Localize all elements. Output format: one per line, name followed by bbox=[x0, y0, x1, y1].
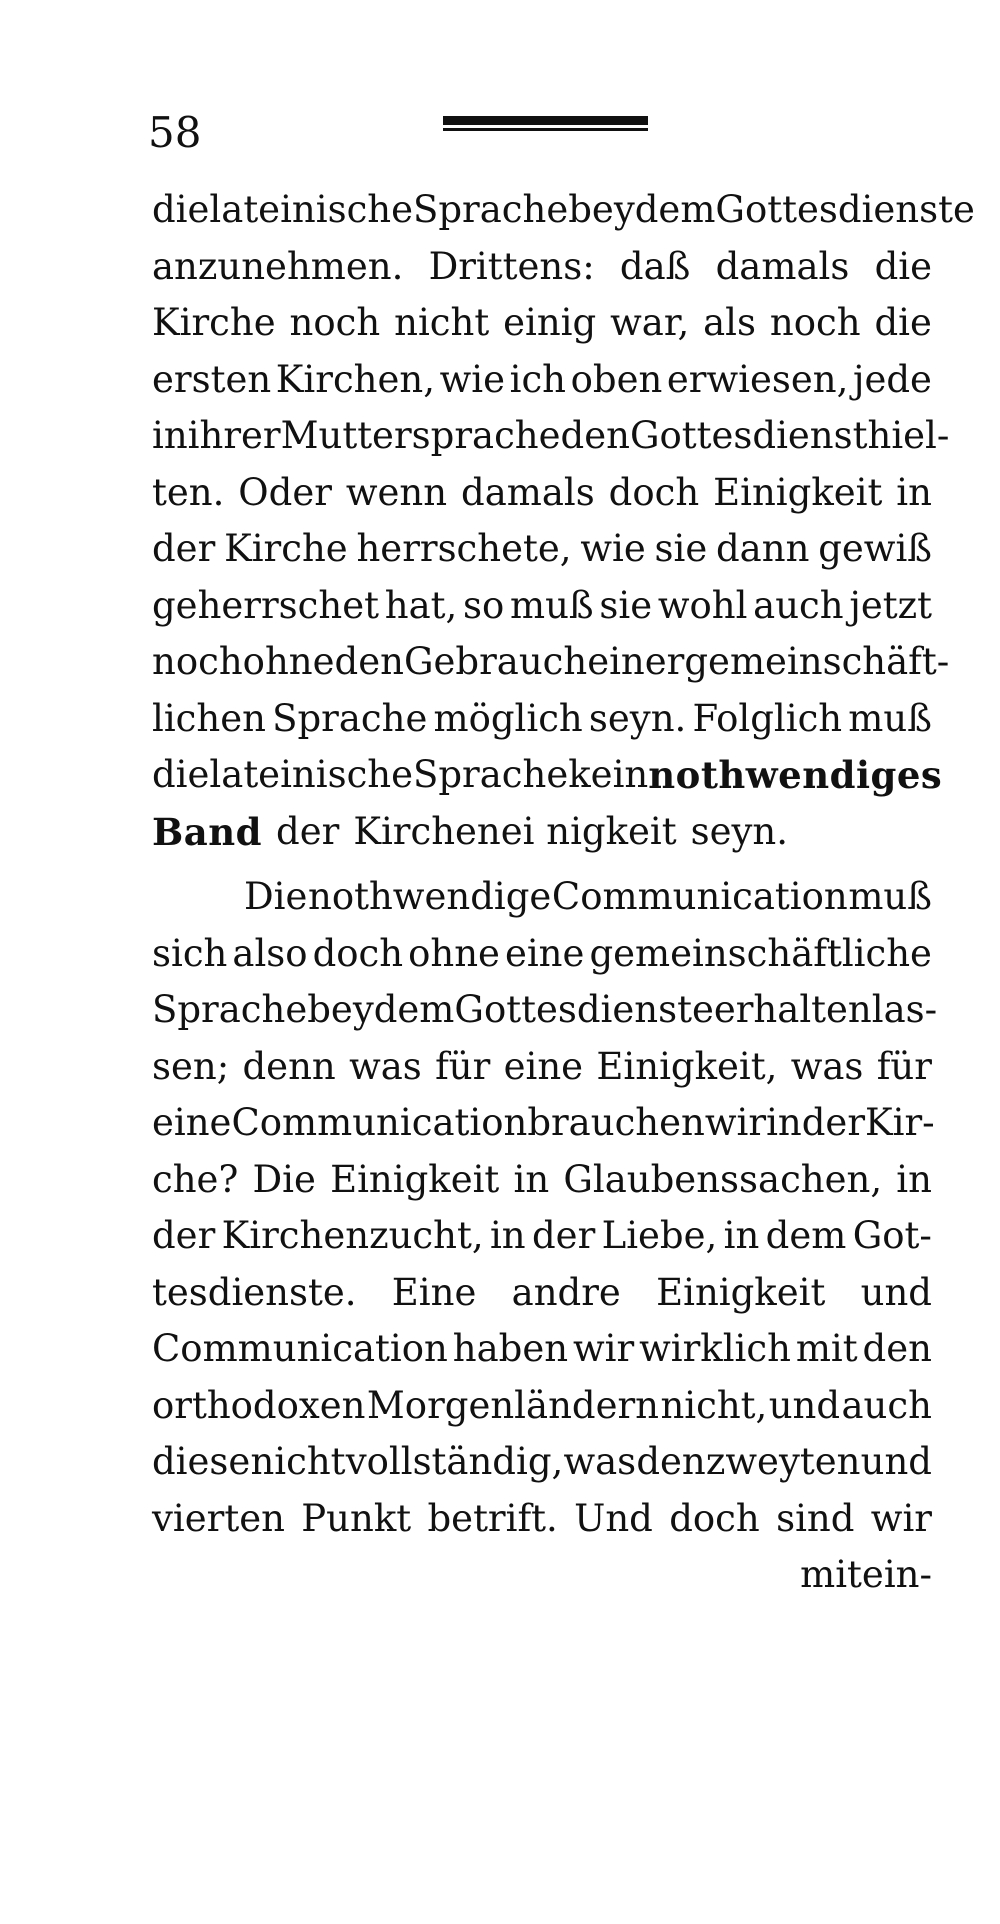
word: jede bbox=[852, 357, 932, 401]
word: wir bbox=[572, 1327, 635, 1370]
word: sie bbox=[599, 583, 653, 627]
word: in bbox=[513, 1157, 550, 1201]
word: hat, bbox=[384, 583, 458, 627]
word: ich bbox=[509, 357, 566, 401]
word: noch bbox=[289, 301, 381, 344]
word: Liebe, bbox=[601, 1214, 718, 1257]
word: damals bbox=[461, 470, 595, 514]
body-text bbox=[152, 182, 975, 1604]
word: doch bbox=[312, 931, 404, 975]
word: wirklich bbox=[639, 1327, 791, 1370]
word: dem bbox=[634, 188, 716, 231]
catchword: mitein- bbox=[800, 1553, 932, 1596]
word: Glaubenssachen, bbox=[563, 1157, 883, 1201]
word: andre bbox=[511, 1270, 621, 1314]
word: war, bbox=[610, 301, 690, 344]
word: den bbox=[560, 414, 630, 457]
word: brauchen bbox=[527, 1101, 705, 1144]
word: ihrer bbox=[187, 414, 281, 457]
word: che? bbox=[152, 1157, 239, 1201]
word: anzunehmen. bbox=[152, 244, 404, 288]
text-line bbox=[152, 1208, 932, 1265]
word: Communication bbox=[231, 1101, 528, 1144]
text-line bbox=[152, 465, 932, 522]
word: in bbox=[896, 470, 932, 514]
text-line bbox=[152, 239, 932, 296]
word: die bbox=[152, 188, 210, 231]
word: bey bbox=[568, 188, 635, 231]
word: den bbox=[862, 1327, 932, 1370]
word: lateinische bbox=[209, 188, 414, 231]
word: wohl bbox=[657, 583, 748, 627]
word: muß bbox=[848, 875, 932, 918]
word: nicht bbox=[394, 301, 490, 344]
word: Kirchenzucht, bbox=[221, 1214, 484, 1257]
paragraph bbox=[152, 869, 938, 1547]
word: die bbox=[874, 244, 932, 288]
word: orthodoxen bbox=[152, 1383, 366, 1427]
text-line bbox=[152, 408, 950, 465]
word: Die bbox=[244, 875, 308, 918]
word: für bbox=[435, 1044, 491, 1088]
word: Kirchenei nigkeit bbox=[353, 809, 677, 853]
word: gemeinschäft- bbox=[684, 640, 950, 683]
word: vierten bbox=[152, 1496, 285, 1540]
header-rule-thin-line bbox=[443, 128, 648, 131]
text-line bbox=[152, 691, 932, 748]
word: in bbox=[766, 1101, 802, 1144]
word: auch bbox=[753, 583, 844, 627]
emphasized-word: Band bbox=[152, 809, 263, 854]
word: dem bbox=[373, 988, 455, 1031]
word: was bbox=[563, 1440, 637, 1483]
word: Einigkeit, bbox=[596, 1044, 778, 1088]
word: Sprache bbox=[413, 753, 569, 796]
text-line bbox=[152, 578, 932, 635]
word: Einigkeit bbox=[330, 1157, 500, 1201]
word: Kir- bbox=[865, 1101, 935, 1144]
word: den bbox=[636, 1440, 706, 1483]
paragraph-gap bbox=[152, 860, 932, 869]
word: wir bbox=[870, 1496, 932, 1540]
word: Gottesdienste bbox=[454, 988, 714, 1031]
word: sich bbox=[152, 931, 228, 975]
word: noch bbox=[769, 301, 861, 344]
word: nicht bbox=[250, 1440, 346, 1483]
word: als bbox=[703, 301, 757, 344]
word: Punkt bbox=[301, 1496, 412, 1540]
word: Gottesdienste bbox=[715, 188, 975, 231]
word: daß bbox=[619, 244, 691, 288]
word: oben bbox=[570, 357, 663, 401]
word: was bbox=[349, 1044, 422, 1088]
word: gemeinschäftliche bbox=[589, 931, 932, 975]
word: muß bbox=[848, 696, 932, 740]
word: damals bbox=[715, 244, 850, 288]
emphasized-word: nothwendiges bbox=[648, 753, 943, 797]
text-line bbox=[152, 747, 943, 804]
word: sind bbox=[776, 1496, 855, 1540]
word: kein bbox=[568, 753, 649, 796]
word: Gebrauch bbox=[403, 640, 588, 683]
word: lichen bbox=[152, 696, 266, 740]
word: eine bbox=[504, 931, 585, 975]
word: wenn bbox=[345, 470, 448, 514]
paragraph bbox=[152, 182, 975, 860]
word: Folglich bbox=[692, 696, 843, 740]
text-line bbox=[152, 1434, 932, 1491]
word: eine bbox=[503, 1044, 584, 1088]
text-line bbox=[152, 295, 932, 352]
text-line bbox=[152, 1265, 932, 1322]
word: erhalten bbox=[713, 988, 872, 1031]
word: sen; bbox=[152, 1044, 230, 1088]
word: Muttersprache bbox=[280, 414, 561, 457]
word: den bbox=[334, 640, 404, 683]
word: einig bbox=[503, 301, 597, 344]
page-number: 58 bbox=[148, 108, 202, 157]
word: sie bbox=[654, 527, 708, 570]
word: Sprache bbox=[272, 696, 428, 740]
word: lateinische bbox=[209, 753, 414, 796]
text-line bbox=[152, 982, 938, 1039]
word: seyn. bbox=[690, 809, 789, 853]
word: Communication bbox=[551, 875, 848, 918]
word: Und bbox=[574, 1496, 653, 1540]
text-line bbox=[152, 1378, 932, 1435]
word: Gottesdienst bbox=[629, 414, 868, 457]
word: noch bbox=[152, 640, 243, 683]
text-line bbox=[152, 804, 932, 861]
word: Sprache bbox=[413, 188, 569, 231]
word: so bbox=[463, 583, 505, 627]
word: seyn. bbox=[588, 696, 687, 740]
word: auch bbox=[841, 1383, 932, 1427]
catchword-line bbox=[152, 1547, 932, 1604]
word: in bbox=[152, 414, 188, 457]
word: ersten bbox=[152, 357, 272, 401]
text-line bbox=[152, 1152, 932, 1209]
word: also bbox=[232, 931, 308, 975]
word: Sprache bbox=[152, 988, 308, 1031]
word: vollständig, bbox=[345, 1440, 564, 1483]
word: wie bbox=[580, 527, 646, 570]
word: der bbox=[276, 809, 340, 853]
word: nicht, bbox=[660, 1383, 768, 1427]
word: geherrschet bbox=[152, 583, 379, 627]
word: ten. bbox=[152, 470, 225, 514]
text-line bbox=[152, 1321, 932, 1378]
header-rule bbox=[443, 116, 648, 132]
word: zweyten bbox=[705, 1440, 861, 1483]
word: Communication bbox=[152, 1327, 448, 1370]
text-line bbox=[152, 869, 932, 926]
word: betrift. bbox=[427, 1496, 558, 1540]
header-rule-thick-line bbox=[443, 116, 648, 125]
word: muß bbox=[510, 583, 594, 627]
word: die bbox=[874, 301, 932, 344]
word: Got- bbox=[852, 1214, 932, 1257]
word: Kirchen, bbox=[275, 357, 435, 401]
word: der bbox=[152, 527, 216, 570]
word: in bbox=[896, 1157, 932, 1201]
word: Kirche bbox=[224, 527, 348, 570]
word: tesdienste. bbox=[152, 1270, 357, 1314]
word: einer bbox=[587, 640, 685, 683]
word: und bbox=[768, 1383, 841, 1427]
word: herrschete, bbox=[356, 527, 572, 570]
word: doch bbox=[608, 470, 700, 514]
word: die bbox=[152, 753, 210, 796]
text-line bbox=[152, 1491, 932, 1548]
word: Die bbox=[252, 1157, 316, 1201]
word: Kirche bbox=[152, 301, 276, 344]
text-line bbox=[152, 634, 950, 691]
word: gewiß bbox=[818, 527, 932, 570]
word: Morgenländern bbox=[366, 1383, 660, 1427]
word: wir bbox=[704, 1101, 767, 1144]
word: der bbox=[152, 1214, 216, 1257]
text-line bbox=[152, 1095, 935, 1152]
text-line bbox=[152, 182, 975, 239]
word: für bbox=[876, 1044, 932, 1088]
word: der bbox=[531, 1214, 596, 1257]
word: in bbox=[723, 1214, 760, 1257]
word: diese bbox=[152, 1440, 251, 1483]
word: Einigkeit bbox=[713, 470, 883, 514]
text-line bbox=[152, 926, 932, 983]
word: in bbox=[489, 1214, 526, 1257]
word: Einigkeit bbox=[656, 1270, 826, 1314]
word: und bbox=[860, 1270, 932, 1314]
word: eine bbox=[152, 1101, 232, 1144]
word: mit bbox=[795, 1327, 858, 1370]
word: Oder bbox=[238, 470, 332, 514]
word: haben bbox=[452, 1327, 569, 1370]
word: was bbox=[790, 1044, 864, 1088]
word: denn bbox=[242, 1044, 336, 1088]
word: jetzt bbox=[849, 583, 932, 627]
word: der bbox=[801, 1101, 866, 1144]
word: dem bbox=[765, 1214, 847, 1257]
word: ohne bbox=[242, 640, 335, 683]
word: und bbox=[860, 1440, 932, 1483]
word: Drittens: bbox=[428, 244, 595, 288]
word: ohne bbox=[408, 931, 500, 975]
text-line bbox=[152, 1039, 932, 1096]
word: möglich bbox=[433, 696, 583, 740]
text-line bbox=[152, 352, 932, 409]
word: hiel- bbox=[867, 414, 950, 457]
text-line bbox=[152, 521, 932, 578]
word: bey bbox=[307, 988, 374, 1031]
word: doch bbox=[669, 1496, 760, 1540]
word: dann bbox=[716, 527, 810, 570]
word: nothwendige bbox=[308, 875, 552, 918]
word: erwiesen, bbox=[666, 357, 849, 401]
word: wie bbox=[439, 357, 505, 401]
word: las- bbox=[871, 988, 938, 1031]
word: Eine bbox=[391, 1270, 477, 1314]
